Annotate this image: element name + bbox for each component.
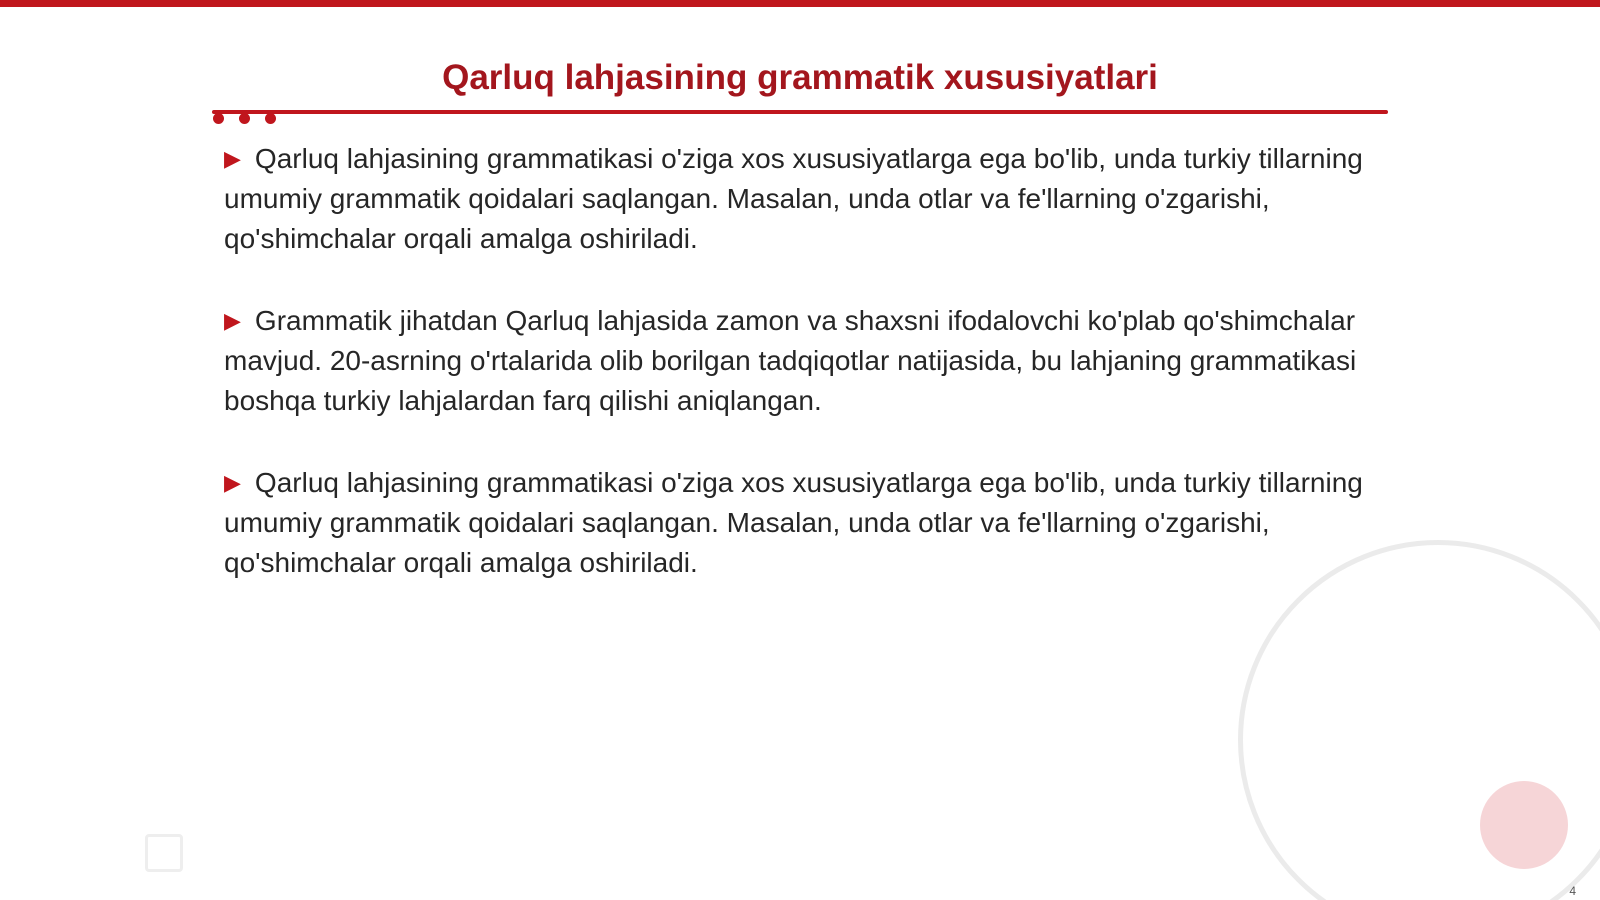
bullet-paragraph [224, 139, 1364, 259]
paragraph-text: Qarluq lahjasining grammatikasi o'ziga xos xususiyatlarga ega bo'lib, unda turkiy tillarning umumiy grammatik qoidalari saqlangan. Masalan, unda otlar va fe'llarning o'zgarishi, qo'shimchalar orqali amalga oshiriladi. [224, 467, 1363, 578]
decorative-dot [265, 113, 276, 124]
title-underline [212, 110, 1388, 114]
triangle-right-icon: ▶ [224, 470, 241, 495]
bullet-list [224, 139, 1364, 625]
paragraph-text: Qarluq lahjasining grammatikasi o'ziga xos xususiyatlarga ega bo'lib, unda turkiy tillarning umumiy grammatik qoidalari saqlangan. Masalan, unda otlar va fe'llarning o'zgarishi, qo'shimchalar orqali amalga oshiriladi. [224, 143, 1363, 254]
triangle-right-icon: ▶ [224, 308, 241, 333]
decorative-pink-circle [1480, 781, 1568, 869]
bullet-paragraph [224, 463, 1364, 583]
decorative-dot [239, 113, 250, 124]
triangle-right-icon: ▶ [224, 146, 241, 171]
page-number: 4 [1569, 884, 1576, 898]
decorative-dot [213, 113, 224, 124]
top-accent-bar [0, 0, 1600, 7]
bullet-paragraph [224, 301, 1364, 421]
paragraph-text: Grammatik jihatdan Qarluq lahjasida zamon va shaxsni ifodalovchi ko'plab qo'shimchalar mavjud. 20-asrning o'rtalarida olib borilgan tadqiqotlar natijasida, bu lahjaning grammatikasi boshqa turkiy lahjalardan farq qilishi aniqlangan. [224, 305, 1357, 416]
decorative-square [145, 834, 183, 872]
slide-title: Qarluq lahjasining grammatik xususiyatlari [442, 58, 1158, 97]
